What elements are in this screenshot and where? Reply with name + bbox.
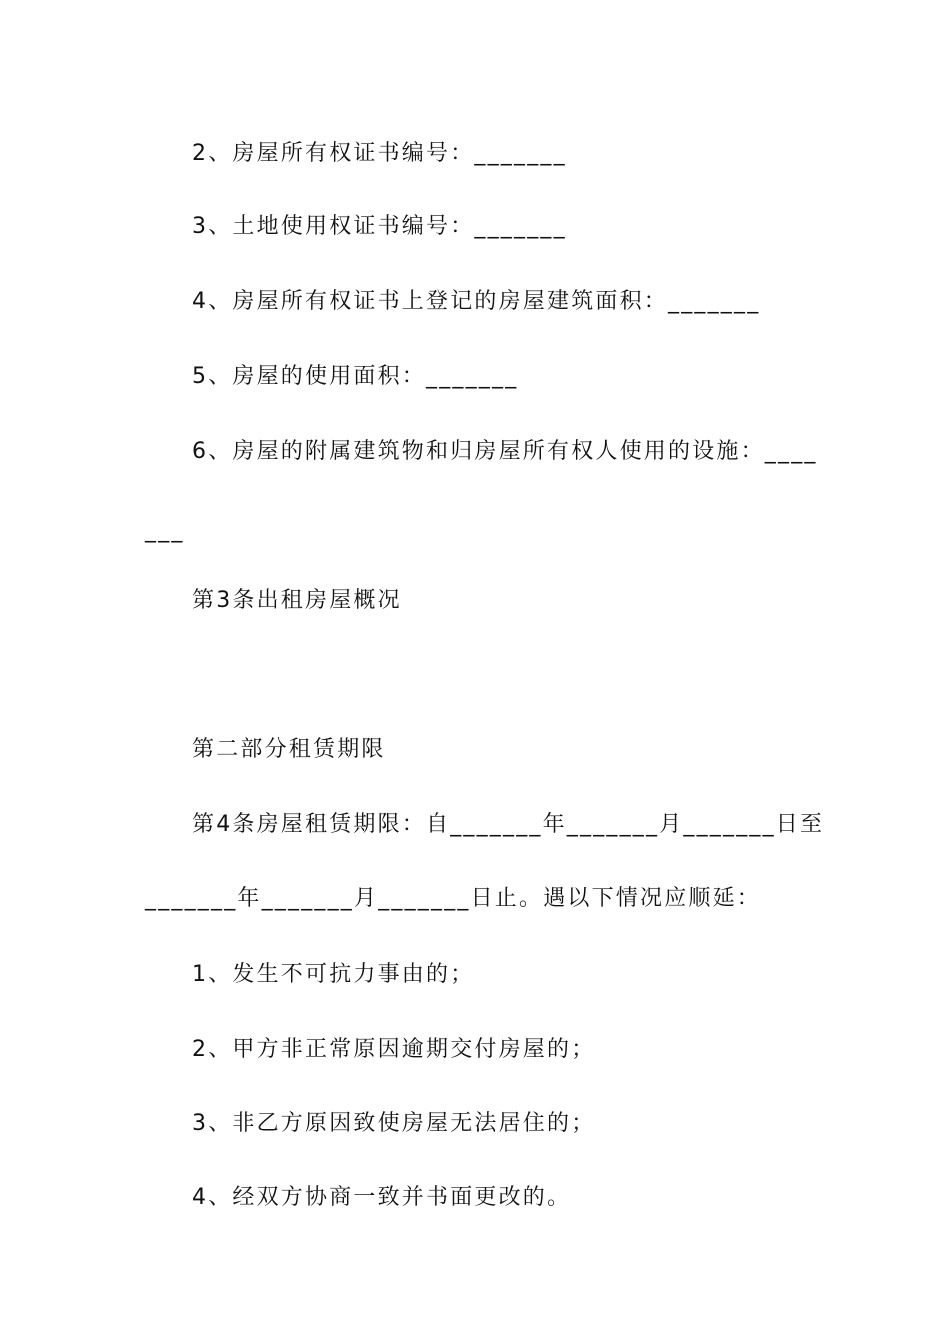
article-4-lease-term: 第4条房屋租赁期限：自_______年_______月_______日至 [192, 812, 825, 837]
article-4-lease-term-continued: _______年_______月_______日止。遇以下情况应顺延： [145, 886, 762, 911]
item-land-use-certificate-number: 3、土地使用权证书编号：_______ [192, 214, 567, 239]
part-2-heading: 第二部分租赁期限 [192, 737, 386, 762]
item-ancillary-facilities: 6、房屋的附属建筑物和归房屋所有权人使用的设施：____ [192, 439, 818, 464]
article-3-heading: 第3条出租房屋概况 [192, 588, 402, 613]
item-usable-area: 5、房屋的使用面积：_______ [192, 364, 519, 389]
item-ancillary-facilities-continued: ___ [145, 518, 185, 543]
extension-case-3: 3、非乙方原因致使房屋无法居住的； [192, 1111, 596, 1136]
extension-case-2: 2、甲方非正常原因逾期交付房屋的； [192, 1037, 596, 1062]
extension-case-4: 4、经双方协商一致并书面更改的。 [192, 1185, 572, 1210]
extension-case-1: 1、发生不可抗力事由的； [192, 962, 475, 987]
item-registered-building-area: 4、房屋所有权证书上登记的房屋建筑面积：_______ [192, 289, 761, 314]
item-ownership-certificate-number: 2、房屋所有权证书编号：_______ [192, 141, 567, 166]
